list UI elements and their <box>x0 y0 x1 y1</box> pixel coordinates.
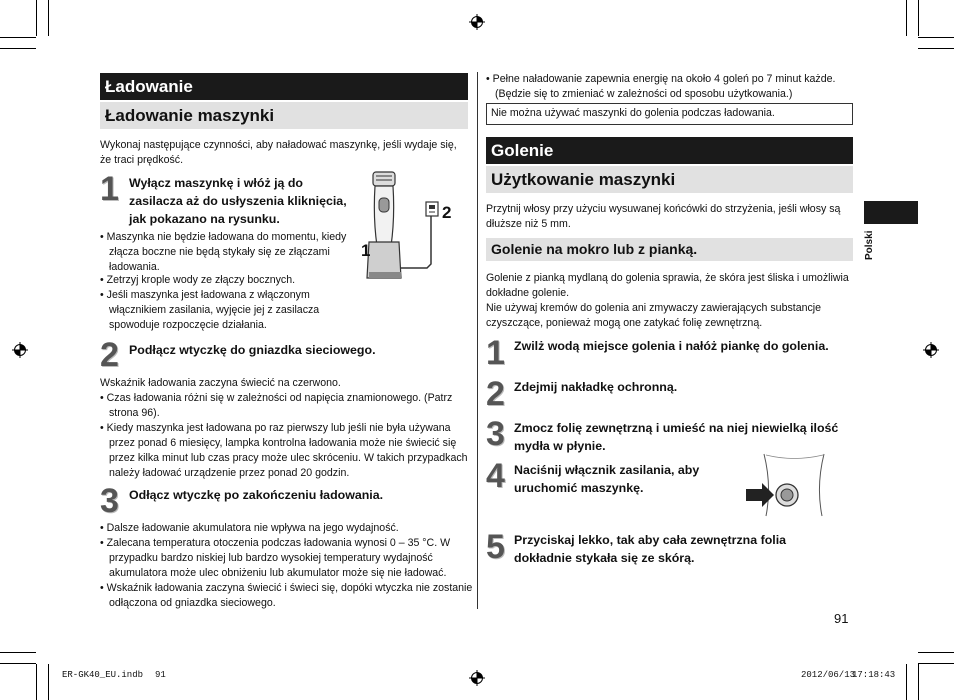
crop-mark <box>918 48 954 49</box>
step-number: 5 <box>486 528 505 566</box>
crop-mark <box>0 48 36 49</box>
section-title-charging: Ładowanie <box>100 73 468 100</box>
step-text: Podłącz wtyczkę do gniazdka sieciowego. <box>129 343 376 357</box>
crop-mark <box>36 0 37 36</box>
crop-mark <box>906 664 907 700</box>
step-text: Naciśnij włącznik zasilania, aby uruchomić maszynkę. <box>514 463 700 495</box>
language-label: Polski <box>864 230 875 260</box>
wet-shave-text: Golenie z pianką mydlaną do golenia sprawia, że skóra jest śliska i umożliwia dokładne golenie. <box>486 272 849 299</box>
bullet-item: • Jeśli maszynka jest ładowana z włączonym włącznikiem zasilania, wyjęcie jej z zasilacza spowoduje rozpoczęcie działania. <box>100 289 320 331</box>
step-number: 4 <box>486 457 505 495</box>
footer-time: 17:18:43 <box>852 670 896 680</box>
crop-mark <box>36 664 37 700</box>
step-text: Zdejmij nakładkę ochronną. <box>514 380 678 394</box>
using-intro: Przytnij włosy przy użyciu wysuwanej końcówki do strzyżenia, jeśli włosy są dłuższe niż 5 mm. <box>486 203 841 230</box>
step2-text: Wskaźnik ładowania zaczyna świecić na czerwono. <box>100 377 341 389</box>
bullet-item: • Maszynka nie będzie ładowana do momentu, kiedy złącza boczne nie będą stykały się ze złączami ładowania. <box>100 231 347 273</box>
charging-illustration <box>355 168 465 283</box>
subsection-title-charging: Ładowanie maszynki <box>100 102 468 129</box>
registration-mark-icon <box>12 342 28 358</box>
bullet-item: • Wskaźnik ładowania zaczyna świecić i świeci się, dopóki wtyczka nie zostanie odłączona od gniazdka sieciowego. <box>100 582 473 609</box>
arrow-right-icon <box>746 483 774 507</box>
registration-mark-icon <box>469 14 485 30</box>
crop-mark <box>0 652 36 653</box>
power-button-illustration <box>742 452 852 518</box>
step-text: Odłącz wtyczkę po zakończeniu ładowania. <box>129 488 384 502</box>
shaver-illustration <box>367 172 401 278</box>
subsection-title-using: Użytkowanie maszynki <box>486 166 853 193</box>
step-number: 3 <box>100 482 119 520</box>
section-title-shaving: Golenie <box>486 137 853 164</box>
charging-intro: Wykonaj następujące czynności, aby naładować maszynkę, jeśli wydaje się, że traci prędkość. <box>100 139 457 166</box>
step-number: 2 <box>100 336 119 374</box>
step-number: 1 <box>486 334 505 372</box>
step-number: 3 <box>486 415 505 453</box>
page-number: 91 <box>834 611 849 626</box>
note-box: Nie można używać maszynki do golenia podczas ładowania. <box>486 103 853 125</box>
step-number: 1 <box>100 170 119 208</box>
bullet-item: • Dalsze ładowanie akumulatora nie wpływa na jego wydajność. <box>100 522 399 534</box>
crop-mark <box>48 0 49 36</box>
bullet-item: • Pełne naładowanie zapewnia energię na około 4 goleń po 7 minut każde. (Będzie się to zmieniać w zależności od sposobu użytkowania.) <box>486 73 836 100</box>
figure-label-1: 1 <box>361 241 371 260</box>
step-text: Zmocz folię zewnętrzną i umieść na niej niewielką ilość mydła w płynie. <box>514 421 839 453</box>
registration-mark-icon <box>469 670 485 686</box>
crop-mark <box>0 663 36 664</box>
registration-mark-icon <box>923 342 939 358</box>
figure-label-2: 2 <box>442 203 452 222</box>
step-text: Przyciskaj lekko, tak aby cała zewnętrzna folia dokładnie stykała się ze skórą. <box>514 533 787 565</box>
crop-mark <box>918 37 954 38</box>
step-text: Wyłącz maszynkę i włóż ją do zasilacza aż do usłyszenia kliknięcia, jak pokazano na rysunku. <box>129 176 347 226</box>
step-number: 2 <box>486 375 505 413</box>
crop-mark <box>918 652 954 653</box>
bullet-item: • Kiedy maszynka jest ładowana po raz pierwszy lub jeśli nie była używana przez ponad 6 miesięcy, lampka kontrolna ładowania może nie świecić się przez kilka minut lub czas pracy może ulec skróceniu. W takich przypadkach należy ładować urządzenie przez ponad 20 godzin. <box>100 422 468 479</box>
language-tab <box>864 201 918 224</box>
bullet-item: • Czas ładowania różni się w zależności od napięcia znamionowego. (Patrz strona 96). <box>100 392 453 419</box>
footer-file: ER-GK40_EU.indb <box>62 670 144 680</box>
crop-mark <box>906 0 907 36</box>
bullet-item: • Zetrzyj krople wody ze złączy bocznych. <box>100 274 296 286</box>
footer-file-page: 91 <box>155 670 166 680</box>
footer-date: 2012/06/13 <box>801 670 856 680</box>
crop-mark <box>48 664 49 700</box>
bullet-item: • Zalecana temperatura otoczenia podczas ładowania wynosi 0 – 35 °C. W przypadku bardzo niskiej lub bardzo wysokiej temperatury wydajność akumulatora może ulec obniżeniu lub akumulator może się nie ładować. <box>100 537 451 579</box>
crop-mark <box>918 0 919 36</box>
wet-shave-text: Nie używaj kremów do golenia ani zmywaczy zawierających substancje czyszczące, ponieważ mogą one zatykać folię zewnętrzną. <box>486 302 822 329</box>
wet-shave-title: Golenie na mokro lub z pianką. <box>486 238 853 261</box>
crop-mark <box>918 663 954 664</box>
crop-mark <box>918 664 919 700</box>
crop-mark <box>0 37 36 38</box>
step-text: Zwilż wodą miejsce golenia i nałóż piankę do golenia. <box>514 339 829 353</box>
column-divider <box>477 72 478 609</box>
